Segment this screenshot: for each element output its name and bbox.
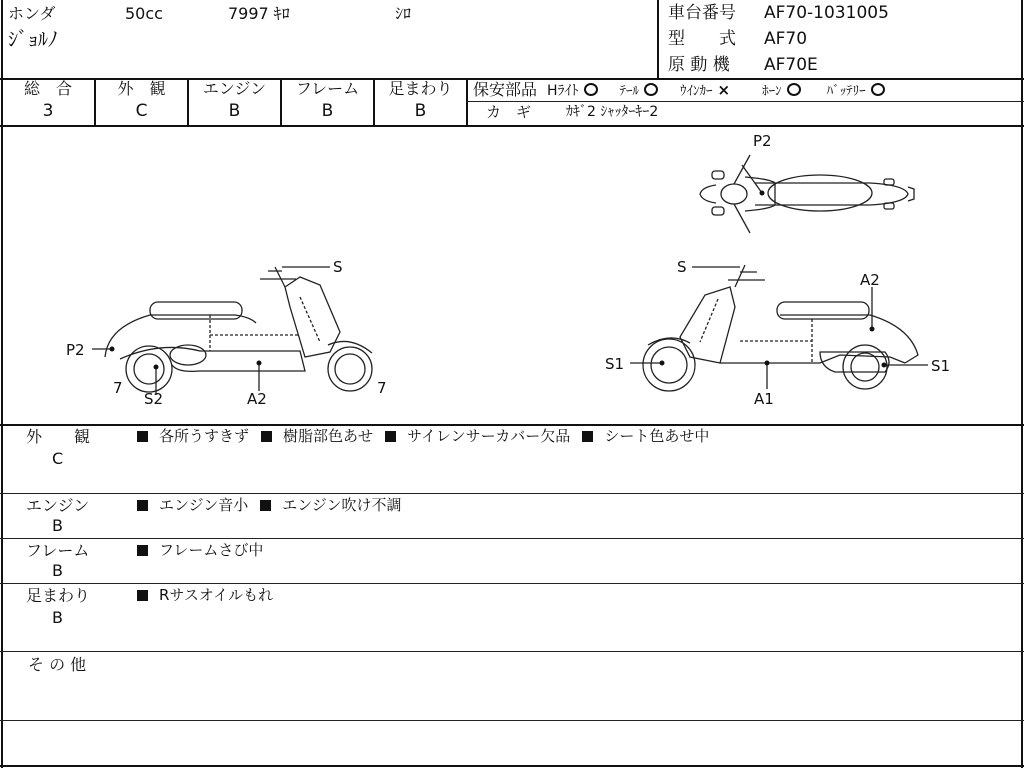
safety-key-divider [466,101,1024,102]
remark-suspension-grade: B [52,608,63,627]
mileage: 7997 ｷﾛ [228,4,290,23]
safety-label: 保安部品 [473,80,538,99]
remark-item: 樹脂部色あせ [261,427,373,445]
divider-other [0,720,1024,721]
bullet-square-icon [582,431,593,442]
key-label: カ ギ [486,103,532,121]
remark-exterior-grade: C [52,449,64,468]
remark-item: フレームさび中 [137,541,263,559]
frame-grade: B [321,101,334,121]
remark-engine-grade: B [52,516,63,535]
maker: ホンダ [8,4,56,23]
label-7-left-a: 7 [113,379,123,397]
remark-exterior-items [137,429,721,444]
overall-grade: 3 [42,101,54,121]
label-a2-right: A2 [860,271,880,289]
engine-model: AF70E [764,55,818,75]
divider-suspension [0,651,1024,652]
bullet-square-icon [260,500,271,511]
ng-cross-icon: × [717,81,731,99]
scooter-left-view [105,267,372,392]
exterior-label: 外 観 [117,79,166,98]
damage-diagram [0,127,1024,423]
bullet-square-icon [261,431,272,442]
scooter-top-view [700,155,914,233]
remark-item: 各所うすきず [137,427,249,445]
suspension-grade: B [414,101,427,121]
ok-circle-icon [787,83,801,96]
frame-no-label: 車台番号 [668,3,736,23]
label-p2-left: P2 [66,341,85,359]
label-7-left-b: 7 [377,379,387,397]
safety-row [473,82,897,98]
engine-grade-label: エンジン [202,79,267,98]
bullet-square-icon [137,431,148,442]
remark-item: Rサスオイルもれ [137,586,273,604]
label-a2-left: A2 [247,390,267,408]
remark-suspension-label: 足まわり [26,586,91,605]
divider-frame [0,583,1024,584]
type-label: 型 式 [668,29,736,49]
suspension-grade-label: 足まわり [388,79,453,98]
remark-item: エンジン音小 [137,496,248,514]
ok-circle-icon [644,83,658,96]
engine-grade: B [228,101,241,121]
remark-exterior-label: 外 観 [26,427,91,446]
remark-suspension-items [137,588,285,603]
divider-engine [0,538,1024,539]
exterior-grade: C [135,101,148,121]
remark-frame-items [137,543,275,558]
type-value: AF70 [764,29,808,49]
safety-item-winker: ｳｲﾝｶｰ × [680,81,731,99]
remark-frame-label: フレーム [26,541,90,560]
body-color: ｼﾛ [395,4,412,23]
remark-engine-items [137,498,414,513]
remark-frame-grade: B [52,561,63,580]
remark-item: サイレンサーカバー欠品 [385,427,570,445]
frame-grade-label: フレーム [295,79,360,98]
displacement: 50cc [125,4,163,23]
divider-diagram [0,424,1024,426]
label-p2-top: P2 [753,132,772,150]
bullet-square-icon [137,545,148,556]
remark-item: エンジン吹け不調 [260,496,401,514]
safety-item-headlight: Hﾗｲﾄ [547,80,598,99]
overall-label: 総 合 [23,79,72,98]
divider-exterior [0,493,1024,494]
ok-circle-icon [584,83,598,96]
safety-item-horn: ﾎｰﾝ [762,80,801,99]
engine-label: 原 動 機 [668,55,730,75]
ok-circle-icon [871,83,885,96]
bullet-square-icon [385,431,396,442]
header-divider [657,0,659,78]
bullet-square-icon [137,590,148,601]
label-s1-right: S1 [931,357,951,375]
bullet-square-icon [137,500,148,511]
remark-engine-label: エンジン [26,496,90,515]
frame-no: AF70-1031005 [764,3,889,23]
other-label: そ の 他 [28,655,87,674]
label-s1-left: S1 [605,355,625,373]
safety-item-tail: ﾃｰﾙ [620,80,659,99]
label-s-left: S [333,258,343,276]
label-s-right: S [677,258,687,276]
remark-item: シート色あせ中 [582,427,709,445]
key-value: ｶｷﾞ2 ｼｬｯﾀｰｷｰ2 [566,104,659,120]
model-name: ｼﾞｮﾙﾉ [8,27,58,51]
label-s2: S2 [144,390,164,408]
label-a1: A1 [754,390,774,408]
safety-item-battery: ﾊﾞｯﾃﾘｰ [827,80,885,99]
border-bottom [0,765,1024,767]
